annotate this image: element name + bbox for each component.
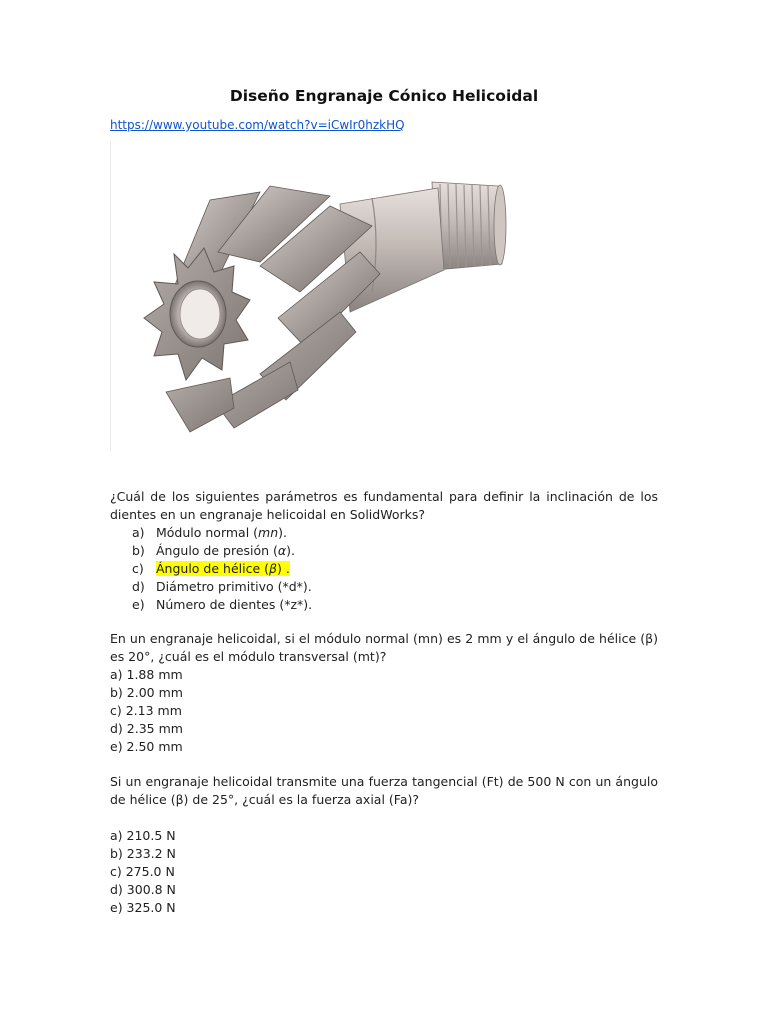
q3-option-a: a) 210.5 N bbox=[110, 828, 176, 843]
gear-figure bbox=[110, 142, 528, 450]
q3-option-e: e) 325.0 N bbox=[110, 900, 176, 915]
question-1: ¿Cuál de los siguientes parámetros es fundamental para definir la inclinación de los dientes en un engranaje helicoidal en SolidWorks? bbox=[110, 489, 658, 522]
gear-face bbox=[144, 248, 250, 380]
question-3: Si un engranaje helicoidal transmite una fuerza tangencial (Ft) de 500 N con un ángulo de hélice (β) de 25°, ¿cuál es la fuerza axial (Fa)? bbox=[110, 774, 658, 807]
youtube-link[interactable]: https://www.youtube.com/watch?v=iCwIr0hzkHQ bbox=[110, 118, 405, 132]
document-title: Diseño Engranaje Cónico Helicoidal bbox=[229, 87, 539, 105]
q2-option-a: a) 1.88 mm bbox=[110, 667, 183, 682]
question-2-options bbox=[110, 666, 183, 756]
q2-option-c: c) 2.13 mm bbox=[110, 703, 182, 718]
q3-option-c: c) 275.0 N bbox=[110, 864, 175, 879]
q3-option-d: d) 300.8 N bbox=[110, 882, 176, 897]
q1-option-c: c) Ángulo de hélice (β) . bbox=[132, 561, 290, 576]
q3-option-b: b) 233.2 N bbox=[110, 846, 176, 861]
q1-option-b: b) Ángulo de presión (α). bbox=[132, 543, 296, 558]
question-1-options bbox=[132, 524, 312, 614]
question-3-options bbox=[110, 827, 176, 917]
helical-bevel-gear-image bbox=[110, 142, 528, 450]
q2-option-b: b) 2.00 mm bbox=[110, 685, 183, 700]
q1-option-a: a) Módulo normal (mn). bbox=[132, 525, 288, 540]
q1-option-e: e) Número de dientes (*z*). bbox=[132, 597, 313, 612]
question-2: En un engranaje helicoidal, si el módulo normal (mn) es 2 mm y el ángulo de hélice (β) es 20°, ¿cuál es el módulo transversal (mt)? bbox=[110, 631, 658, 664]
highlighted-answer: Ángulo de hélice (β) . bbox=[156, 561, 290, 576]
q1-option-d: d) Diámetro primitivo (*d*). bbox=[132, 579, 312, 594]
q2-option-e: e) 2.50 mm bbox=[110, 739, 183, 754]
q2-option-d: d) 2.35 mm bbox=[110, 721, 183, 736]
